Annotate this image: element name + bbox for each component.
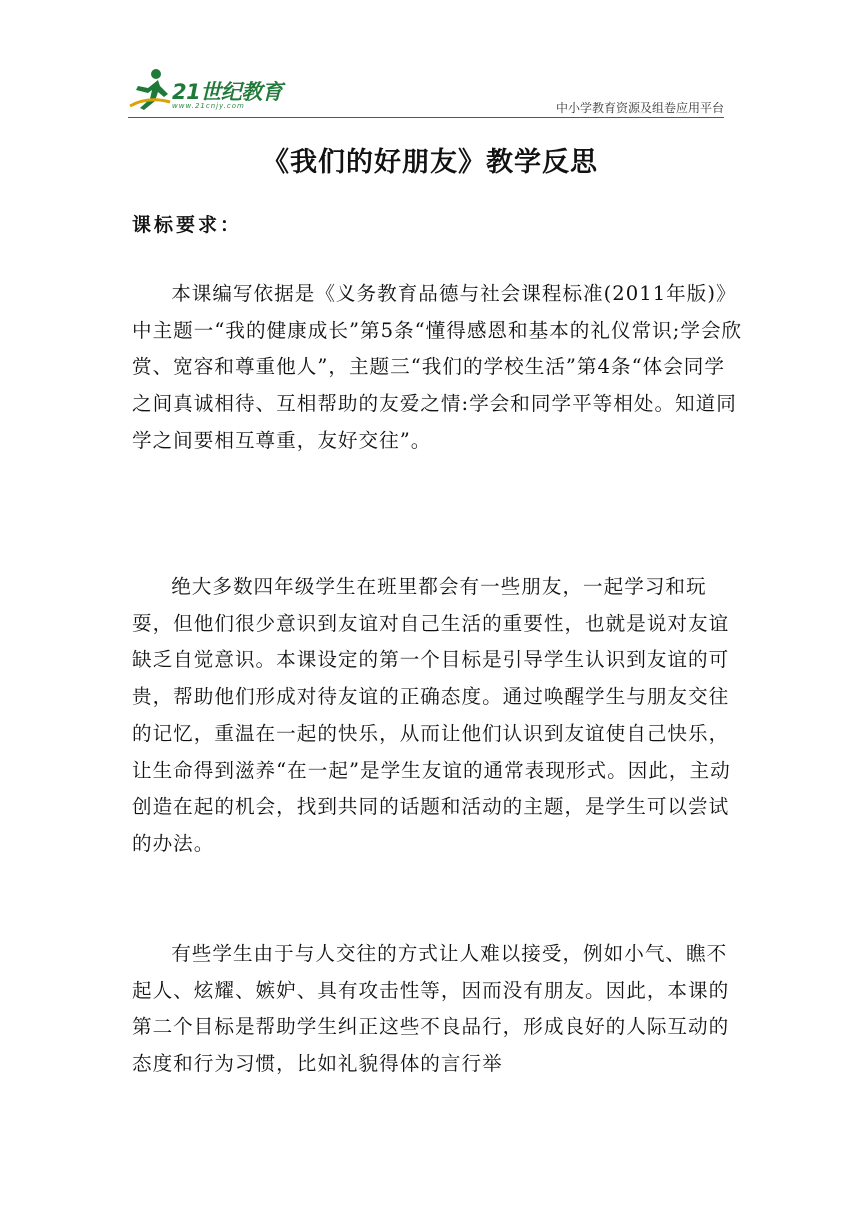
header-divider — [128, 117, 724, 118]
paragraph-1: 本课编写依据是《义务教育品德与社会课程标准(2011年版)》中主题一“我的健康成长”第5条“懂得感恩和基本的礼仪常识;学会欣赏、宽容和尊重他人”，主题三“我们的学校生活”第4条“体会同学之间真诚相待、互相帮助的友爱之情:学会和同学平等相处。知道同学之间要相互尊重，友好交往”。 — [132, 282, 743, 452]
header-tagline: 中小学教育资源及组卷应用平台 — [555, 101, 724, 115]
running-figure-icon — [128, 66, 172, 112]
logo — [128, 66, 293, 116]
logo-text: 21世纪教育 — [172, 80, 283, 104]
section-heading: 课标要求： — [132, 214, 243, 236]
paragraph-2: 绝大多数四年级学生在班里都会有一些朋友，一起学习和玩耍，但他们很少意识到友谊对自己生活的重要性，也就是说对友谊缺乏自觉意识。本课设定的第一个目标是引导学生认识到友谊的可贵，帮助他们形成对待友谊的正确态度。通过唤醒学生与朋友交往的记忆，重温在一起的快乐，从而让他们认识到友谊使自己快乐，让生命得到滋养“在一起”是学生友谊的通常表现形式。因此，主动创造在起的机会，找到共同的话题和活动的主题，是学生可以尝试的办法。 — [132, 575, 731, 855]
logo-url: www.21cnjy.com — [172, 102, 245, 110]
document-title: 《我们的好朋友》教学反思 — [262, 147, 598, 178]
paragraph-3: 有些学生由于与人交往的方式让人难以接受，例如小气、瞧不起人、炫耀、嫉妒、具有攻击性等，因而没有朋友。因此，本课的第二个目标是帮助学生纠正这些不良品行，形成良好的人际互动的态度和行为习惯，比如礼貌得体的言行举 — [132, 942, 730, 1076]
page-header — [128, 66, 724, 118]
